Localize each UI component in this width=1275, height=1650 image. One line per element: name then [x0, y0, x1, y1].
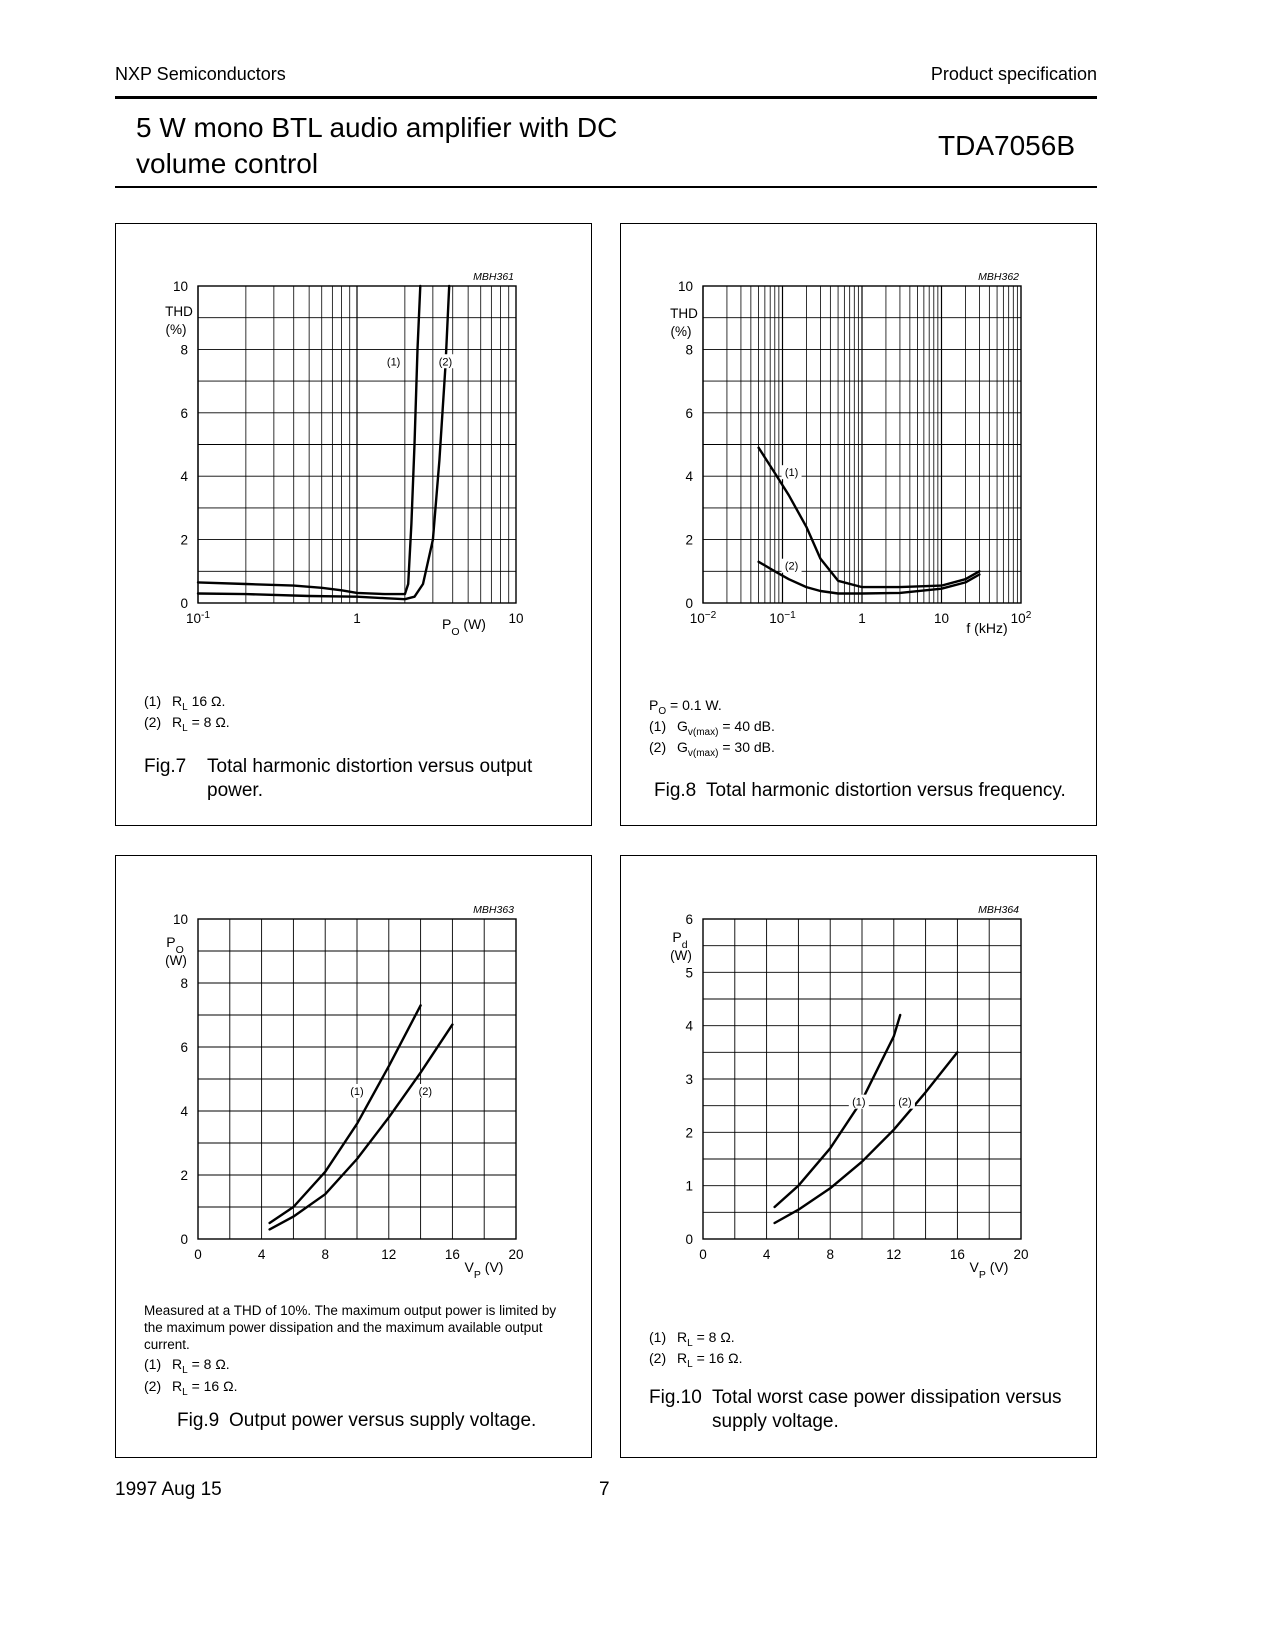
series-line-2: [198, 286, 449, 599]
fig10-note-2: (2) $R_L = 16$ Ω.: [649, 1350, 743, 1370]
x-tick-label: 16: [444, 1247, 460, 1262]
x-axis-label: $V_P$ (V): [464, 1259, 504, 1281]
x-tick-label: 1: [353, 611, 361, 626]
fig8-caption: [654, 779, 1084, 805]
footer-date: 1997 Aug 15: [115, 1479, 222, 1500]
x-tick-label: 0: [194, 1247, 202, 1262]
x-tick-label: $10^{-1}$: [769, 609, 796, 626]
fig10-note-1: (1) $R_L = 8$ Ω.: [649, 1329, 735, 1349]
y-axis-unit: (%): [670, 324, 692, 339]
fig10-label: Fig.10: [649, 1387, 702, 1408]
y-tick-label: 0: [180, 1232, 188, 1247]
fig7-note-1: (1) $R_L$ 16 Ω.: [144, 693, 226, 713]
fig8-note-2: (2) $G_{v(max)} = 30$ dB.: [649, 739, 775, 759]
curve-label: (2): [784, 560, 799, 573]
company-name: NXP Semiconductors: [115, 64, 286, 84]
title-rule: [115, 186, 1097, 188]
y-tick-label: 6: [685, 405, 693, 421]
y-tick-label: 8: [685, 342, 693, 358]
y-axis-unit: (W): [165, 953, 187, 968]
y-tick-label: 6: [180, 1040, 188, 1055]
x-tick-label: 20: [508, 1247, 524, 1262]
figure-8-chart: [621, 224, 1098, 644]
figure-8-panel: [620, 223, 1097, 826]
figure-code: MBH363: [473, 904, 514, 916]
x-axis-label: $P_O$ (W): [442, 616, 486, 638]
curve-label: (1): [784, 467, 799, 480]
y-tick-label: 2: [180, 1168, 188, 1183]
x-axis-label: $V_P$ (V): [969, 1259, 1009, 1281]
x-tick-label: 4: [257, 1247, 266, 1262]
figure-9-panel: [115, 855, 592, 1458]
y-tick-label: 10: [172, 279, 188, 294]
fig7-note-2: (2) $R_L = 8$ Ω.: [144, 714, 230, 734]
series-line-1: [270, 1005, 421, 1223]
y-axis-label: THD: [165, 304, 193, 319]
curve-label: (1): [386, 356, 401, 369]
figure-code: MBH361: [473, 271, 514, 283]
page-number: 7: [599, 1479, 610, 1500]
fig9-note-1: (1) $R_L = 8$ Ω.: [144, 1356, 230, 1376]
fig8-label: Fig.8: [654, 780, 697, 801]
grid-lines: [198, 286, 516, 603]
curve-label: (2): [418, 1086, 433, 1098]
fig8-condition: $P_O = 0.1$ W.: [649, 697, 722, 717]
fig8-note-1: (1) $G_{v(max)} = 40$ dB.: [649, 718, 775, 738]
y-tick-label: 8: [180, 342, 188, 358]
fig7-label: Fig.7: [144, 756, 187, 777]
figure-9-chart: [116, 856, 593, 1286]
x-tick-label: 8: [826, 1247, 834, 1262]
y-axis-label: THD: [670, 306, 698, 321]
series-line-2: [270, 1025, 453, 1230]
figure-7-panel: [115, 223, 592, 826]
y-tick-label: 2: [685, 532, 693, 548]
fig7-caption: [144, 755, 564, 805]
y-tick-label: 10: [172, 912, 188, 927]
y-axis-label: $P_d$: [672, 929, 688, 951]
y-tick-label: 4: [685, 469, 693, 485]
title-line-1: 5 W mono BTL audio amplifier with DC: [136, 112, 618, 143]
grid-lines: [703, 919, 1021, 1239]
curve-label: (1): [350, 1086, 364, 1098]
y-tick-label: 10: [677, 279, 693, 294]
y-tick-label: 4: [180, 469, 188, 485]
y-tick-label: 4: [685, 1018, 693, 1034]
x-tick-label: 20: [1013, 1247, 1029, 1262]
y-axis-unit: (W): [670, 948, 692, 963]
x-axis-label: f (kHz): [966, 620, 1008, 636]
grid-lines: [703, 286, 1021, 603]
series-line-1: [775, 1015, 901, 1207]
x-tick-label: $10^{-2}$: [689, 609, 717, 626]
curve-label: (2): [438, 356, 453, 369]
x-tick-label: $10^2$: [1010, 609, 1032, 626]
fig9-note-2: (2) $R_L = 16$ Ω.: [144, 1378, 238, 1398]
figure-code: MBH364: [978, 904, 1019, 916]
x-tick-label: 12: [381, 1247, 397, 1262]
curve-label: (2): [898, 1096, 912, 1109]
x-tick-label: 8: [321, 1247, 329, 1262]
series-line-2: [775, 1052, 958, 1223]
curve-label: (1): [852, 1096, 866, 1109]
x-tick-label: 16: [949, 1247, 965, 1262]
y-tick-label: 1: [685, 1178, 693, 1194]
y-axis-unit: (%): [165, 322, 187, 337]
fig9-caption: [177, 1409, 577, 1435]
fig9-caption-text: Output power versus supply voltage.: [229, 1410, 537, 1431]
fig8-caption-text: Total harmonic distortion versus frequency.: [706, 780, 1066, 801]
document-type: Product specification: [930, 64, 1097, 84]
x-tick-label: 0: [699, 1247, 707, 1262]
y-tick-label: 2: [685, 1125, 693, 1141]
y-axis-label: $P_O$: [166, 934, 184, 956]
y-tick-label: 8: [180, 976, 188, 991]
document-title: [136, 110, 617, 182]
title-line-2: volume control: [136, 148, 319, 179]
y-tick-label: 0: [685, 596, 693, 611]
y-tick-label: 0: [685, 1232, 693, 1247]
x-tick-label: $10^{-1}$: [185, 609, 211, 626]
figure-code: MBH362: [978, 271, 1019, 283]
x-tick-label: 10: [933, 611, 950, 626]
y-tick-label: 0: [180, 596, 188, 611]
x-tick-label: 10: [508, 611, 524, 626]
fig7-caption-text: Total harmonic distortion versus output power.: [207, 756, 533, 801]
figure-7-chart: [116, 224, 593, 644]
y-tick-label: 3: [685, 1072, 693, 1087]
grid-lines: [198, 919, 516, 1239]
x-tick-label: 12: [886, 1247, 902, 1262]
x-tick-label: 4: [762, 1247, 771, 1262]
fig10-caption-text: Total worst case power dissipation versus supply voltage.: [712, 1387, 1062, 1432]
fig9-label: Fig.9: [177, 1410, 220, 1431]
header-rule: [115, 96, 1097, 99]
y-tick-label: 4: [180, 1104, 188, 1119]
y-tick-label: 6: [685, 912, 693, 927]
fig9-measure-note: Measured at a THD of 10%. The maximum output power is limited by the maximum power dissipation and the maximum available output current.: [144, 1303, 557, 1352]
x-tick-label: 1: [858, 611, 866, 626]
figure-10-panel: [620, 855, 1097, 1458]
figure-10-chart: [621, 856, 1098, 1286]
y-tick-label: 5: [685, 965, 693, 981]
y-tick-label: 2: [180, 532, 188, 548]
y-tick-label: 6: [180, 405, 188, 421]
part-number: TDA7056B: [938, 130, 1075, 161]
fig10-caption: [649, 1386, 1089, 1436]
